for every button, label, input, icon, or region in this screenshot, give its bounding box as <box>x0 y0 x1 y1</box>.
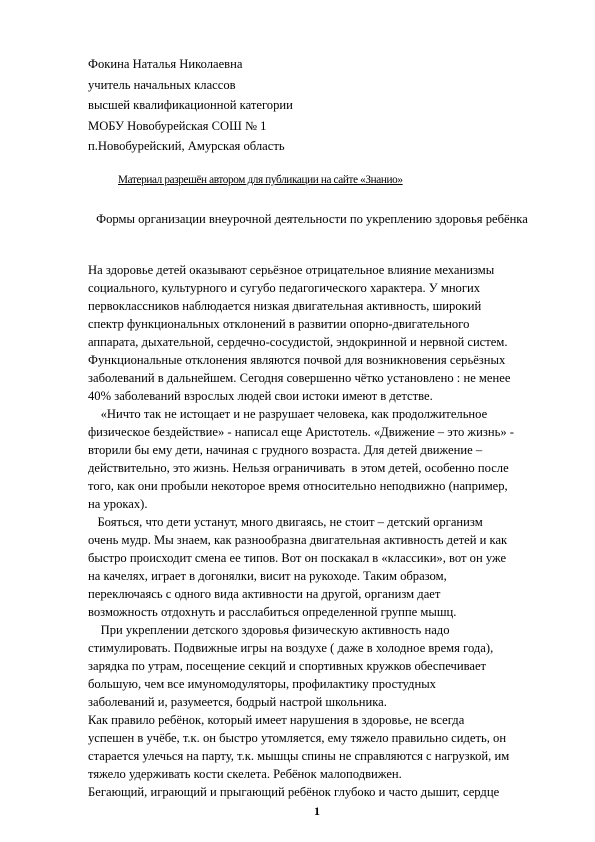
body-line: на уроках). <box>88 497 148 511</box>
body-line: заболеваний и, разумеется, бодрый настрой школьника. <box>88 695 387 709</box>
body-line: большую, чем все имуномодуляторы, профилактику простудных <box>88 677 436 691</box>
body-line: При укреплении детского здоровья физическую активность надо <box>88 623 450 637</box>
body-line: 40% заболеваний взрослых людей свои истоки имеют в детстве. <box>88 389 433 403</box>
body-line: аппарата, дыхательной, сердечно-сосудистой, эндокринной и нервной систем. <box>88 335 508 349</box>
body-line: заболеваний в дальнейшем. Сегодня совершенно чётко установлено : не менее <box>88 371 511 385</box>
body-line: быстро происходит смена ее типов. Вот он поскакал в «классики», вот он уже <box>88 551 507 565</box>
body-line: очень мудр. Мы знаем, как разнообразна двигательная активность детей и как <box>88 533 508 547</box>
body-text <box>88 261 514 801</box>
document-title: Формы организации внеурочной деятельности по укреплению здоровья ребёнка <box>96 212 528 226</box>
body-line: первоклассников наблюдается низкая двигательная активность, широкий <box>88 299 482 313</box>
body-line: социального, культурного и сугубо педагогического характера. У многих <box>88 281 481 295</box>
body-line: стимулировать. Подвижные игры на воздухе ( даже в холодное время года), <box>88 641 494 655</box>
body-line: Бегающий, играющий и прыгающий ребёнок глубоко и часто дышит, сердце <box>88 785 500 799</box>
author-location: п.Новобурейский, Амурская область <box>88 139 285 154</box>
body-line: физическое бездействие» - написал еще Аристотель. «Движение – это жизнь» - <box>88 425 514 439</box>
author-school: МОБУ Новобурейская СОШ № 1 <box>88 118 267 133</box>
body-line: На здоровье детей оказывают серьёзное отрицательное влияние механизмы <box>88 263 495 277</box>
body-line: успешен в учёбе, т.к. он быстро утомляется, ему тяжело правильно сидеть, он <box>88 731 507 745</box>
body-line: возможность отдохнуть и расслабиться определенной группе мышц. <box>88 605 457 619</box>
body-line: на качелях, играет в догонялки, висит на рукоходе. Таким образом, <box>88 569 447 583</box>
body-line: тяжело удерживать кости скелета. Ребёнок малоподвижен. <box>88 767 402 781</box>
body-line: спектр функциональных отклонений в развитии опорно-двигательного <box>88 317 470 331</box>
page-number: 1 <box>314 804 320 818</box>
body-line: Как правило ребёнок, который имеет нарушения в здоровье, не всегда <box>88 713 465 727</box>
body-line: «Ничто так не истощает и не разрушает человека, как продолжительное <box>88 407 488 421</box>
author-name: Фокина Наталья Николаевна <box>88 57 243 71</box>
body-line: Функциональные отклонения являются почвой для возникновения серьёзных <box>88 353 506 367</box>
body-line: действительно, это жизнь. Нельзя ограничивать в этом детей, особенно после <box>88 461 509 475</box>
author-position: учитель начальных классов <box>88 77 236 92</box>
body-line: зарядка по утрам, посещение секций и спортивных кружков обеспечивает <box>88 659 487 673</box>
body-line: вторили бы ему дети, начиная с грудного возраста. Для детей движение – <box>88 443 483 457</box>
publication-notice: Материал разрешён автором для публикации на сайте «Знанио» <box>118 174 403 186</box>
body-line: того, как они пробыли некоторое время относительно неподвижно (например, <box>88 479 508 493</box>
author-category: высшей квалификационной категории <box>88 98 293 113</box>
body-line: переключаясь с одного вида активности на другой, организм дает <box>88 587 441 601</box>
body-line: Бояться, что дети устанут, много двигаясь, не стоит – детский организм <box>88 515 483 529</box>
author-block <box>88 54 293 157</box>
body-line: старается улечься на парту, т.к. мышцы спины не справляются с нагрузкой, им <box>88 749 510 763</box>
